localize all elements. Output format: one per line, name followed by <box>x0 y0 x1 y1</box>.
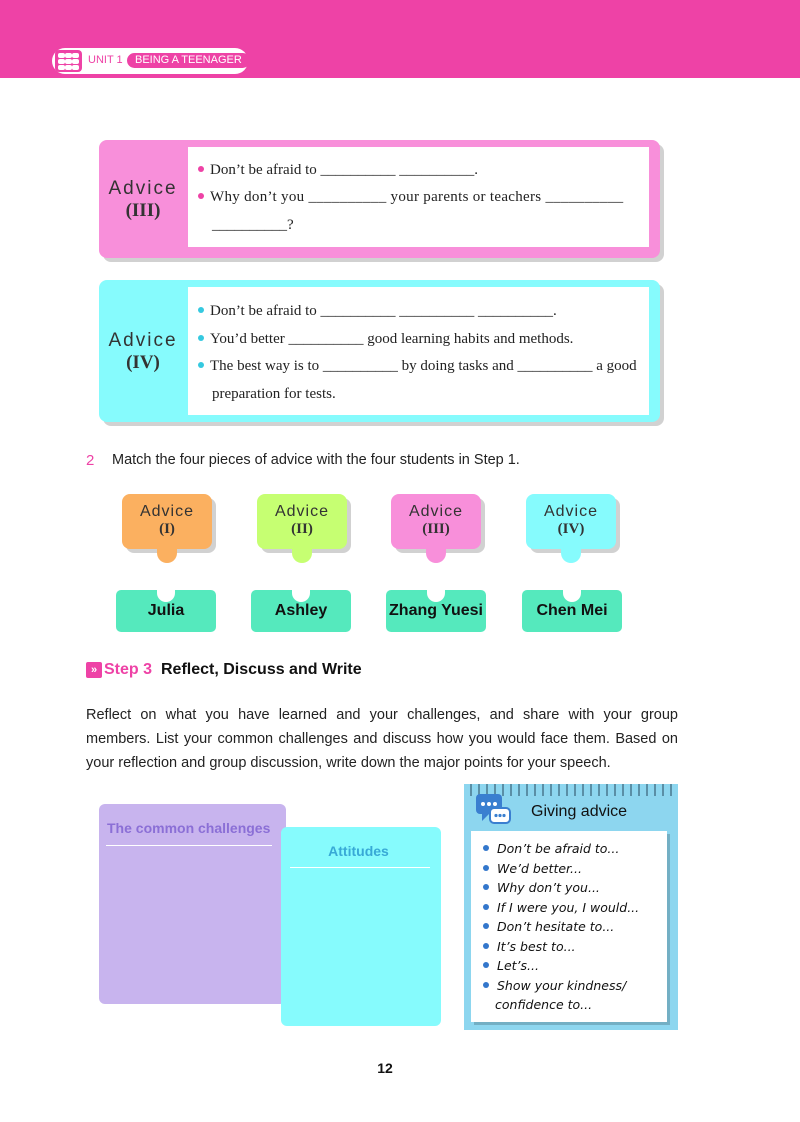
spiral-ring <box>630 784 632 796</box>
puzzle-notch <box>426 549 446 563</box>
step3-title: Reflect, Discuss and Write <box>161 661 362 678</box>
advice-number: (III) <box>125 200 161 221</box>
spiral-ring <box>670 784 672 796</box>
advice-text-panel <box>188 147 649 247</box>
spiral-ring <box>566 784 568 796</box>
spiral-ring <box>518 784 520 796</box>
bullet-icon <box>483 982 489 988</box>
bullet-icon <box>483 884 489 890</box>
step2-instruction: Match the four pieces of advice with the four students in Step 1. <box>112 452 520 468</box>
puzzle-notch <box>292 590 310 602</box>
advice-line: The best way is to __________ by doing tasks and __________ a good <box>198 358 637 375</box>
bullet-icon <box>198 307 204 313</box>
advice-phrase: Show your kindness/ <box>483 978 626 993</box>
puzzle-notch <box>292 549 312 563</box>
advice-label-iv <box>99 330 187 374</box>
bullet-icon <box>198 362 204 368</box>
textbook-logo-icon <box>55 50 82 72</box>
spiral-ring <box>622 784 624 796</box>
spiral-ring <box>606 784 608 796</box>
spiral-ring <box>654 784 656 796</box>
advice-line: Don’t be afraid to __________ __________. <box>198 162 478 179</box>
student-tile-chen-mei[interactable]: Chen Mei <box>522 590 622 632</box>
challenges-title: The common challenges <box>107 820 271 836</box>
spiral-ring <box>526 784 528 796</box>
puzzle-notch <box>157 590 175 602</box>
step3-label: Step 3 <box>104 661 153 678</box>
student-tile-zhang-yuesi[interactable]: Zhang Yuesi <box>386 590 486 632</box>
bullet-icon <box>483 845 489 851</box>
bullet-icon <box>483 943 489 949</box>
spiral-ring <box>638 784 640 796</box>
attitudes-divider <box>290 867 430 868</box>
step2-number: 2 <box>86 452 95 469</box>
unit-label: UNIT 1 <box>88 54 123 66</box>
spiral-ring <box>550 784 552 796</box>
advice-line: preparation for tests. <box>212 386 336 402</box>
puzzle-notch <box>427 590 445 602</box>
bullet-icon <box>483 923 489 929</box>
spiral-ring <box>470 784 472 796</box>
advice-text-panel <box>188 287 649 415</box>
advice-tile-iii[interactable]: Advice (III) <box>391 494 481 549</box>
advice-block-iv <box>99 280 660 422</box>
puzzle-notch <box>561 549 581 563</box>
bullet-icon <box>483 962 489 968</box>
page-number: 12 <box>377 1060 393 1076</box>
advice-phrase: Don’t hesitate to... <box>483 919 614 934</box>
bullet-icon <box>198 193 204 199</box>
challenges-divider <box>106 845 272 846</box>
bullet-icon <box>483 904 489 910</box>
student-tile-julia[interactable]: Julia <box>116 590 216 632</box>
advice-phrase: Don’t be afraid to... <box>483 841 619 856</box>
advice-tile-iv[interactable]: Advice (IV) <box>526 494 616 549</box>
puzzle-notch <box>157 549 177 563</box>
advice-word: Advice <box>108 178 178 199</box>
bullet-icon <box>483 865 489 871</box>
advice-label-iii <box>99 178 187 222</box>
attitudes-title: Attitudes <box>328 843 389 859</box>
advice-line: You’d better __________ good learning habits and methods. <box>198 331 573 348</box>
bullet-icon <box>198 335 204 341</box>
advice-phrase-continued: confidence to... <box>495 997 593 1012</box>
step3-instructions: Reflect on what you have learned and your challenges, and share with your group members. List your common challenges and discuss how you would face them. Based on your reflection and group discussion, write down the major points for your speech. <box>86 707 678 771</box>
bullet-icon <box>198 166 204 172</box>
giving-advice-card <box>471 831 667 1022</box>
puzzle-notch <box>563 590 581 602</box>
advice-number: (IV) <box>126 352 160 373</box>
advice-phrase: It’s best to... <box>483 939 576 954</box>
spiral-ring <box>614 784 616 796</box>
advice-phrase: We’d better... <box>483 861 582 876</box>
spiral-ring <box>590 784 592 796</box>
spiral-ring <box>574 784 576 796</box>
advice-word: Advice <box>108 330 178 351</box>
advice-phrase: Let’s... <box>483 958 539 973</box>
double-chevron-icon: » <box>86 662 102 678</box>
spiral-ring <box>534 784 536 796</box>
spiral-ring <box>598 784 600 796</box>
advice-line: __________? <box>212 217 294 233</box>
advice-phrase: Why don’t you... <box>483 880 600 895</box>
spiral-ring <box>582 784 584 796</box>
spiral-ring <box>558 784 560 796</box>
advice-phrase: If I were you, I would... <box>483 900 639 915</box>
spiral-ring <box>646 784 648 796</box>
spiral-ring <box>662 784 664 796</box>
giving-advice-title: Giving advice <box>531 803 628 820</box>
student-tile-ashley[interactable]: Ashley <box>251 590 351 632</box>
advice-block-iii <box>99 140 660 258</box>
advice-line: Don’t be afraid to __________ __________ __________. <box>198 303 557 320</box>
advice-line: Why don’t you __________ your parents or teachers __________ <box>198 189 624 206</box>
advice-tile-i[interactable]: Advice (I) <box>122 494 212 549</box>
unit-title: BEING A TEENAGER <box>127 53 250 68</box>
spiral-ring <box>542 784 544 796</box>
chat-bubbles-icon <box>474 792 512 828</box>
advice-tile-ii[interactable]: Advice (II) <box>257 494 347 549</box>
